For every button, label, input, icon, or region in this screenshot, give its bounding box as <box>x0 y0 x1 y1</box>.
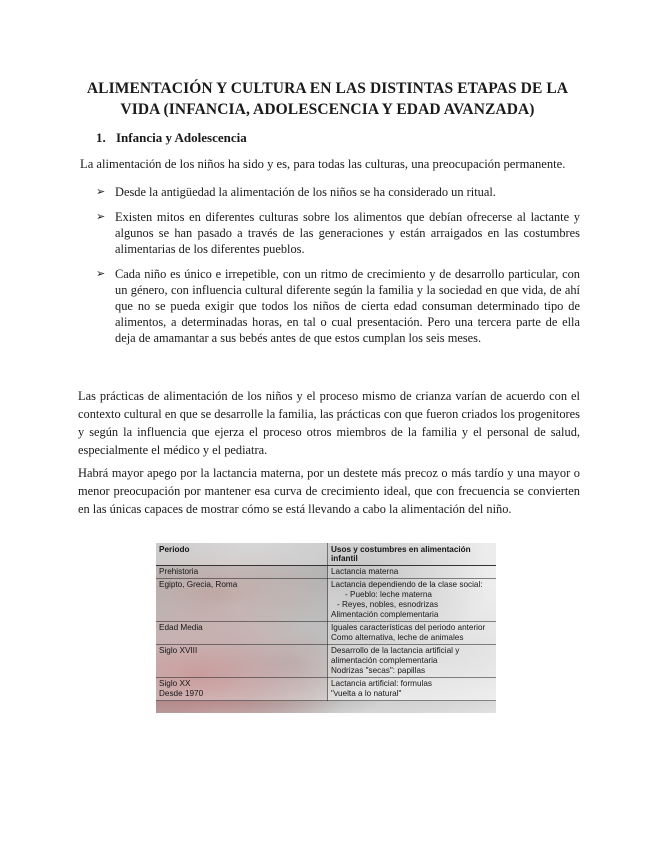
table-row <box>156 566 496 579</box>
bullet-list <box>96 184 580 355</box>
cell-usage: Lactancia materna <box>328 566 497 579</box>
history-table-figure <box>156 543 496 713</box>
usage-line: "vuelta a lo natural" <box>331 689 402 698</box>
arrow-bullet-icon: ➢ <box>96 210 106 223</box>
usage-line: Nodrizas "secas": papillas <box>331 666 426 675</box>
usage-line: Lactancia artificial: formulas <box>331 679 433 688</box>
usage-line: Como alternativa, leche de animales <box>331 633 464 642</box>
table-row <box>156 678 496 701</box>
title-line-1: ALIMENTACIÓN Y CULTURA EN LAS DISTINTAS ETAPAS DE LA <box>86 80 569 97</box>
table-header-row <box>156 543 496 566</box>
usage-subitem-text: Reyes, nobles, esnodrizas <box>342 600 439 609</box>
bullet-text: Desde la antigüedad la alimentación de los niños se ha considerado un ritual. <box>115 185 496 199</box>
body-paragraph-practices: Las prácticas de alimentación de los niños y el proceso mismo de crianza varían de acuerdo con el contexto cultural en que se desarrolle la familia, las prácticas con que fueron criados los progenitores y según la influencia que ejerza el proceso otros miembros de la familia y el personal de salud, especialmente el médico y el pediatra. <box>78 389 580 457</box>
bullet-text: Existen mitos en diferentes culturas sobre los alimentos que debían ofrecerse al lactante y algunos se han pasado a través de las generaciones y están arraigados en las costumbres alimentarias de los diferentes pueblos. <box>115 210 580 256</box>
cell-period: Prehistoria <box>156 566 328 579</box>
usage-subitem-text: Pueblo: leche materna <box>350 590 432 599</box>
bullet-item <box>96 209 580 257</box>
table-row <box>156 645 496 678</box>
cell-usage <box>328 645 497 678</box>
bullet-item <box>96 184 580 200</box>
arrow-bullet-icon: ➢ <box>96 267 106 280</box>
cell-period: Egipto, Grecia, Roma <box>156 579 328 622</box>
document-title <box>70 78 585 120</box>
usage-line: alimentación complementaria <box>331 656 438 665</box>
cell-usage <box>328 622 497 645</box>
cell-period <box>156 678 328 701</box>
header-period: Periodo <box>156 543 328 566</box>
table-row <box>156 579 496 622</box>
usage-line: Iguales características del periodo anterior <box>331 623 486 632</box>
usage-line: Alimentación complementaria <box>331 610 439 619</box>
section-label: Infancia y Adolescencia <box>116 130 247 145</box>
table-row <box>156 622 496 645</box>
usage-subitem: - Reyes, nobles, esnodrizas <box>337 600 439 609</box>
feeding-history-table <box>156 543 496 701</box>
header-usage: Usos y costumbres en alimentación infantil <box>328 543 497 566</box>
usage-line: Lactancia dependiendo de la clase social: <box>331 580 483 589</box>
body-paragraph-attachment: Habrá mayor apego por la lactancia materna, por un destete más precoz o más tardío y una mayor o menor preocupación por mantener esa curva de crecimiento ideal, que con frecuencia se convierten en las únicas capaces de mostrar cómo se está llevando a cabo la alimentación del niño. <box>78 466 580 516</box>
cell-period: Edad Media <box>156 622 328 645</box>
arrow-bullet-icon: ➢ <box>96 185 106 198</box>
usage-line: Desarrollo de la lactancia artificial y <box>331 646 460 655</box>
bullet-item <box>96 266 580 346</box>
period-line: Desde 1970 <box>159 689 204 698</box>
title-line-2: VIDA (INFANCIA, ADOLESCENCIA Y EDAD AVANZADA) <box>120 101 535 118</box>
section-heading <box>96 130 247 146</box>
usage-subitem: - Pueblo: leche materna <box>345 590 432 599</box>
intro-paragraph: La alimentación de los niños ha sido y es, para todas las culturas, una preocupación permanente. <box>80 157 566 171</box>
period-line: Siglo XX <box>159 679 191 688</box>
bullet-text: Cada niño es único e irrepetible, con un ritmo de crecimiento y de desarrollo particular, con un género, con influencia cultural diferente según la familia y la sociedad en que vida, de ahí que no se pueda exigir que todos los niños de cierta edad consuman determinado tipo de alimentos, a determinadas horas, en tal o cual presentación. Pero una tercera parte de ella deja de amamantar a sus bebés antes de que estos cumplan los seis meses. <box>115 267 580 345</box>
cell-usage <box>328 678 497 701</box>
cell-period: Siglo XVIII <box>156 645 328 678</box>
section-number: 1. <box>96 130 106 145</box>
cell-usage <box>328 579 497 622</box>
